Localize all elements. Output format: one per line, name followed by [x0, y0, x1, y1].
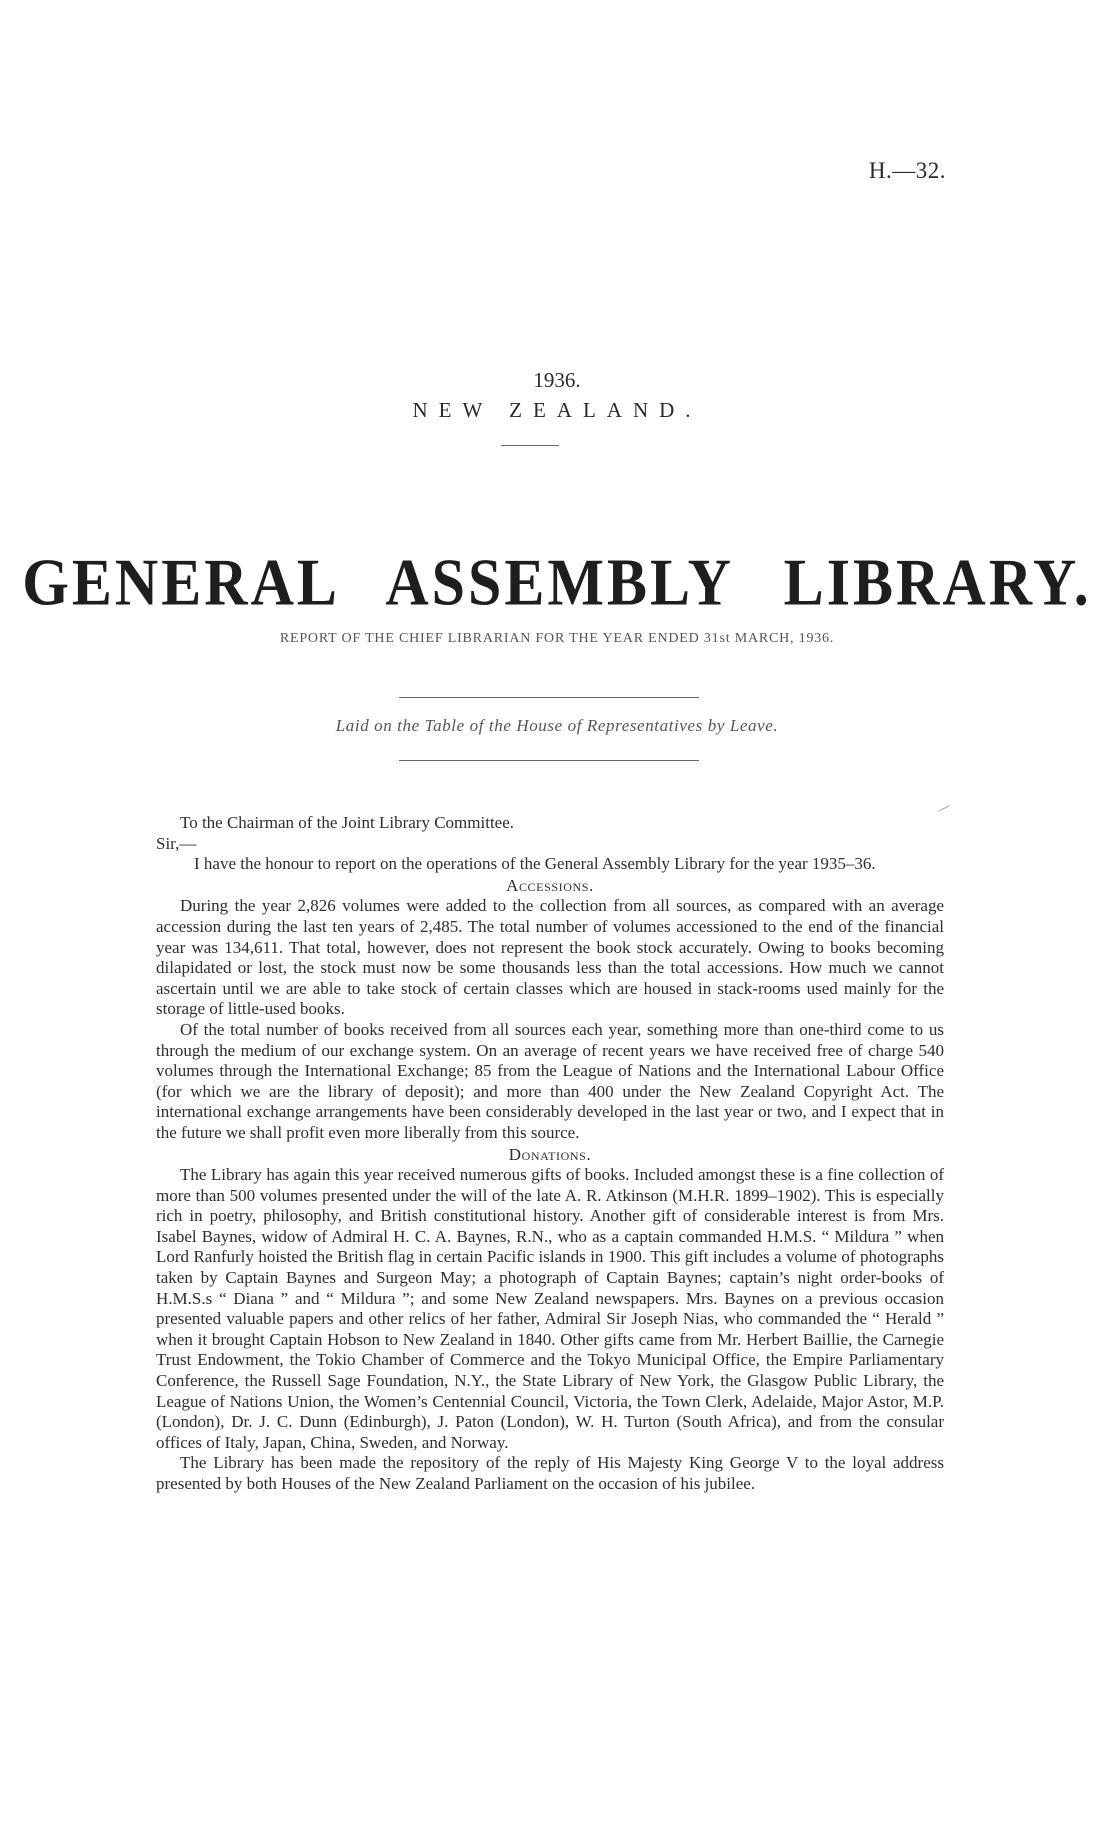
- paragraph: The Library has again this year received numerous gifts of books. Included amongst these is a fine collection of more than 500 volumes presented under the will of the late A. R. Atkinson (M.H.R. 1899–1902). This is especially rich in poetry, philosophy, and British constitutional history. Another gift of considerable interest is from Mrs. Isabel Baynes, widow of Admiral H. C. A. Baynes, R.N., who as a captain commanded H.M.S. “ Mildura ” when Lord Ranfurly hoisted the British flag in certain Pacific islands in 1900. This gift includes a volume of photographs taken by Captain Baynes and Surgeon May; a photograph of Captain Baynes; captain’s night order-books of H.M.S.s “ Diana ” and “ Mildura ”; and some New Zealand newspapers. Mrs. Baynes on a previous occasion presented valuable papers and other relics of her father, Admiral Sir Joseph Nias, who commanded the “ Herald ” when it brought Captain Hobson to New Zealand in 1840. Other gifts came from Mr. Herbert Baillie, the Carnegie Trust Endowment, the Tokio Chamber of Commerce and the Tokyo Municipal Office, the Empire Parliamentary Conference, the Russell Sage Foundation, N.Y., the State Library of New York, the Glasgow Public Library, the League of Nations Union, the Women’s Centennial Council, Victoria, the Town Clerk, Adelaide, Major Astor, M.P. (London), Dr. J. C. Dunn (Edinburgh), J. Paton (London), W. H. Turton (South Africa), and from the consular offices of Italy, Japan, China, Sweden, and Norway.: [156, 1165, 944, 1452]
- laid-on-table-note: Laid on the Table of the House of Representatives by Leave.: [335, 716, 779, 735]
- report-subtitle: REPORT OF THE CHIEF LIBRARIAN FOR THE YEAR ENDED 31st MARCH, 1936.: [279, 631, 835, 646]
- section-heading-donations: Donations.: [508, 1144, 592, 1164]
- divider-lower: [399, 760, 699, 761]
- report-title: GENERAL ASSEMBLY LIBRARY.: [22, 544, 1092, 619]
- divider-short: [501, 445, 559, 446]
- letter-body: [156, 813, 944, 1495]
- letter-opening: I have the honour to report on the operations of the General Assembly Library for the year 1935–36.: [194, 854, 876, 874]
- paragraph: Of the total number of books received from all sources each year, something more than one-third come to us through the medium of our exchange system. On an average of recent years we have received free of charge 540 volumes through the International Exchange; 85 from the League of Nations and the International Labour Office (for which we are the library of deposit); and more than 400 under the New Zealand Copyright Act. The international exchange arrangements have been considerably developed in the last year or two, and I expect that in the future we shall profit even more liberally from this source.: [156, 1019, 944, 1142]
- letter-addressee: To the Chairman of the Joint Library Committee.: [180, 813, 515, 832]
- paragraph: The Library has been made the repository of the reply of His Majesty King George V to the loyal address presented by both Houses of the New Zealand Parliament on the occasion of his jubilee.: [156, 1453, 944, 1493]
- paragraph: During the year 2,826 volumes were added to the collection from all sources, as compared with an average accession during the last ten years of 2,485. The total number of volumes accessioned to the end of the financial year was 134,611. That total, however, does not represent the book stock accurately. Owing to books becoming dilapidated or lost, the stock must now be some thousands less than the total accessions. How much we cannot ascertain until we are able to take stock of certain classes which are housed in stack-rooms used mainly for the storage of little-used books.: [156, 896, 944, 1019]
- page-mark: [938, 806, 950, 813]
- section-heading-accessions: Accessions.: [506, 875, 594, 895]
- divider-upper: [399, 697, 699, 698]
- report-year: 1936.: [533, 368, 581, 392]
- document-reference: H.—32.: [868, 158, 946, 183]
- letter-salutation: Sir,—: [156, 833, 197, 853]
- country-name: NEW ZEALAND.: [412, 398, 702, 422]
